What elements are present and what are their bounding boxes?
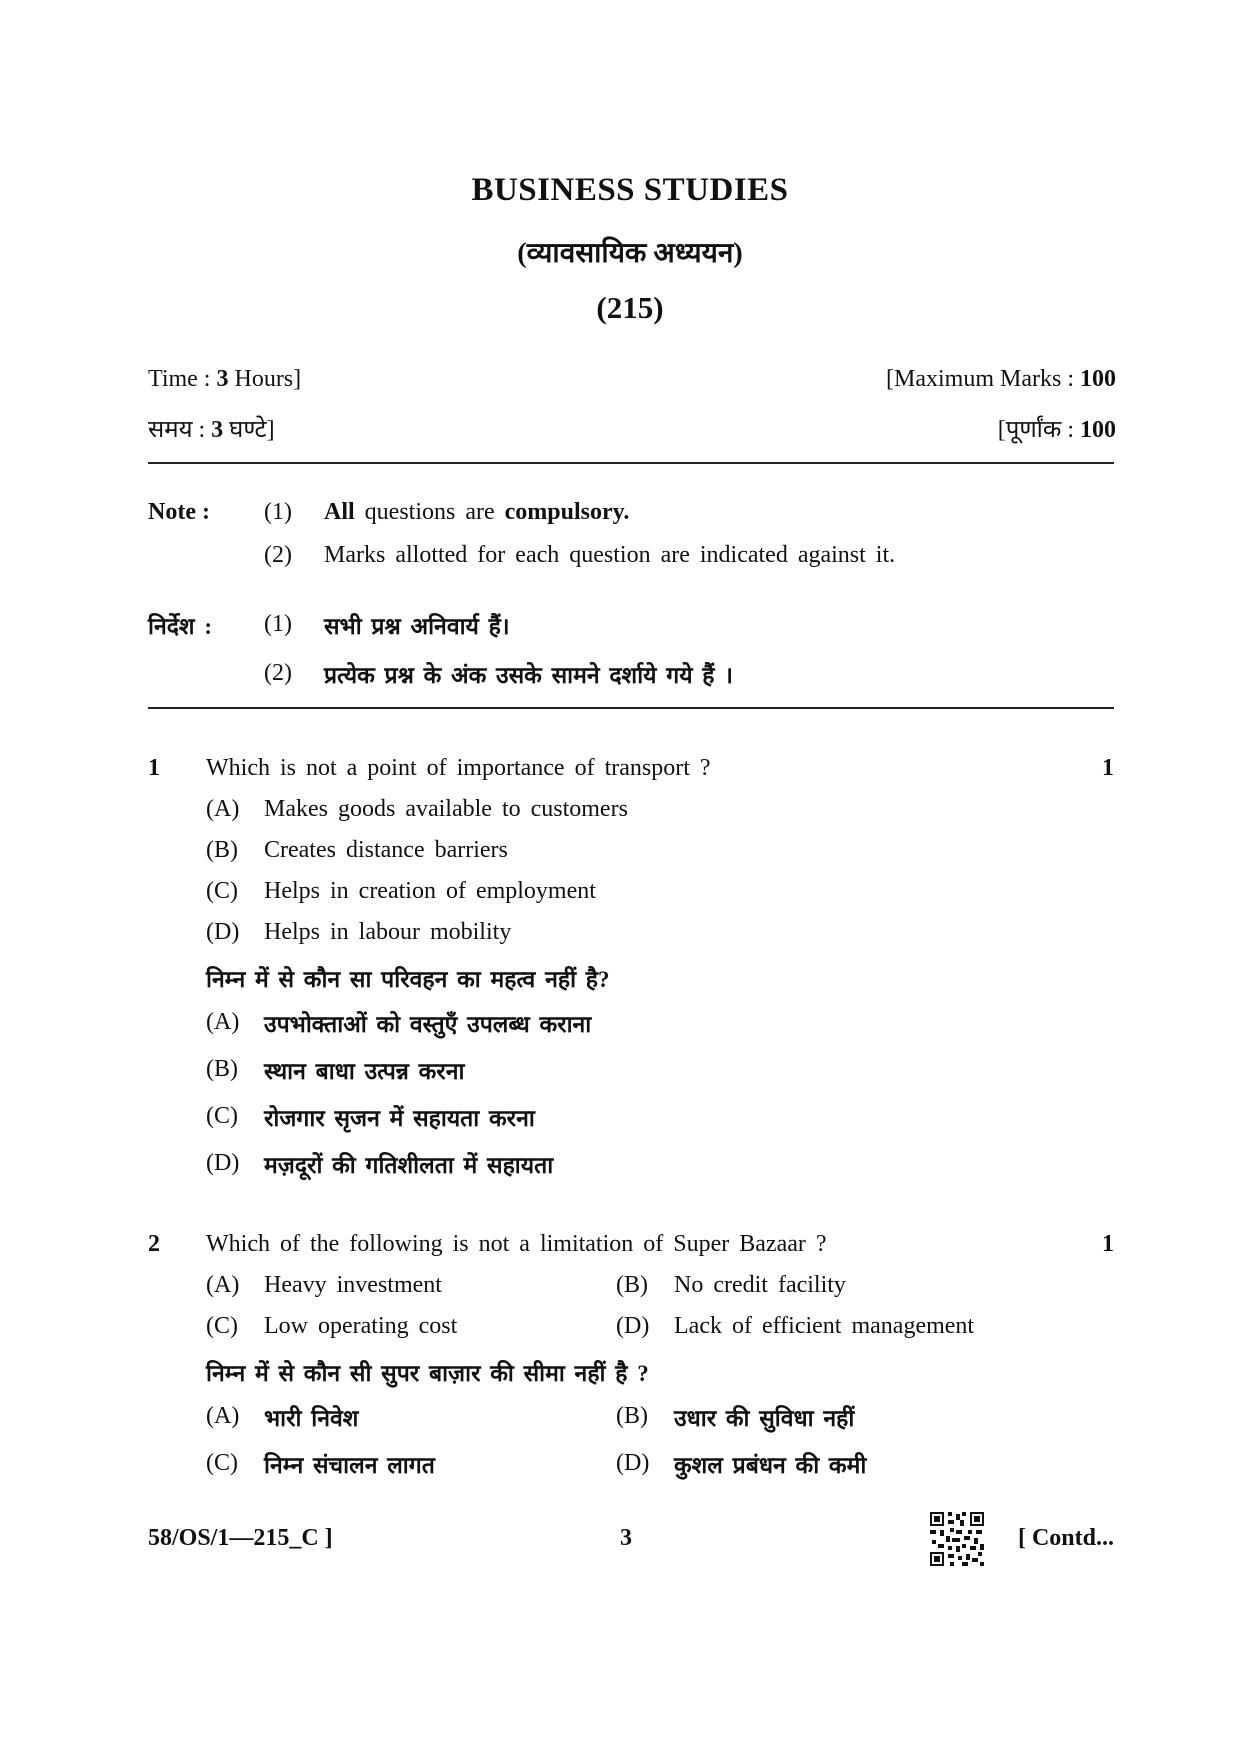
question-text-hindi: निम्न में से कौन सी सुपर बाज़ार की सीमा नहीं है ? [206,1361,649,1386]
option-letter: (B) [616,1272,648,1298]
option-letter: (B) [616,1403,648,1429]
continued-label: [ Contd... [1017,1525,1114,1551]
option-text: Helps in creation of employment [264,878,596,904]
note-number: (2) [264,542,292,568]
option-text-hindi: स्थान बाधा उत्पन्न करना [264,1059,465,1084]
option-text-hindi: भारी निवेश [264,1406,359,1431]
option-letter: (A) [206,1009,240,1035]
question-marks: 1 [1102,755,1114,781]
option-text: Lack of efficient management [674,1313,975,1339]
option-letter: (A) [206,1403,240,1429]
option-text-hindi: रोजगार सृजन में सहायता करना [264,1106,535,1131]
option-letter: (A) [206,796,240,822]
option-text-hindi: उपभोक्ताओं को वस्तुएँ उपलब्ध कराना [264,1012,592,1037]
option-text: Makes goods available to customers [264,796,628,822]
note-number: (1) [264,499,292,525]
paper-title-hindi: (व्यावसायिक अध्ययन) [517,238,743,269]
option-letter: (C) [206,1313,238,1339]
option-letter: (B) [206,837,238,863]
option-text: Helps in labour mobility [264,919,512,945]
option-text: Low operating cost [264,1313,458,1339]
note-text: Marks allotted for each question are indicated against it. [324,542,896,568]
option-text-hindi: कुशल प्रबंधन की कमी [674,1453,867,1478]
question-marks: 1 [1102,1231,1114,1257]
question-number: 1 [148,755,160,781]
note-number: (2) [264,660,292,686]
option-letter: (D) [206,1150,240,1176]
max-marks-info-hindi: [पूर्णांक : 100 [997,417,1116,443]
note-label: Note : [148,499,210,525]
option-letter: (C) [206,878,238,904]
time-info: Time : 3 Hours] [148,366,302,392]
note-text-hindi: प्रत्येक प्रश्न के अंक उसके सामने दर्शाये गये हैं । [324,663,733,688]
page-number: 3 [620,1525,632,1551]
notes-divider [148,707,1114,709]
option-text-hindi: उधार की सुविधा नहीं [674,1406,855,1431]
option-letter: (D) [616,1313,650,1339]
header-divider [148,462,1114,464]
question-text-hindi: निम्न में से कौन सा परिवहन का महत्व नहीं है? [206,967,610,992]
option-letter: (C) [206,1103,238,1129]
option-letter: (A) [206,1272,240,1298]
note-number: (1) [264,611,292,637]
option-letter: (D) [616,1450,650,1476]
option-text: No credit facility [674,1272,846,1298]
max-marks-info: [Maximum Marks : 100 [886,366,1116,392]
qr-code-icon [930,1512,984,1566]
question-number: 2 [148,1231,160,1257]
option-letter: (B) [206,1056,238,1082]
question-text: Which is not a point of importance of transport ? [206,755,711,781]
time-info-hindi: समय : 3 घण्टे] [148,417,275,443]
option-text-hindi: निम्न संचालन लागत [264,1453,435,1478]
note-label-hindi: निर्देश : [148,614,212,639]
paper-code: (215) [596,290,664,325]
question-text: Which of the following is not a limitation of Super Bazaar ? [206,1231,827,1257]
note-text: All questions are compulsory. [324,499,630,525]
option-text-hindi: मज़दूरों की गतिशीलता में सहायता [264,1153,554,1178]
paper-title: BUSINESS STUDIES [471,172,789,208]
option-text: Heavy investment [264,1272,442,1298]
note-text-hindi: सभी प्रश्न अनिवार्य हैं। [324,614,510,639]
paper-code-footer: 58/OS/1—215_C ] [148,1525,333,1551]
option-letter: (C) [206,1450,238,1476]
option-text: Creates distance barriers [264,837,508,863]
option-letter: (D) [206,919,240,945]
